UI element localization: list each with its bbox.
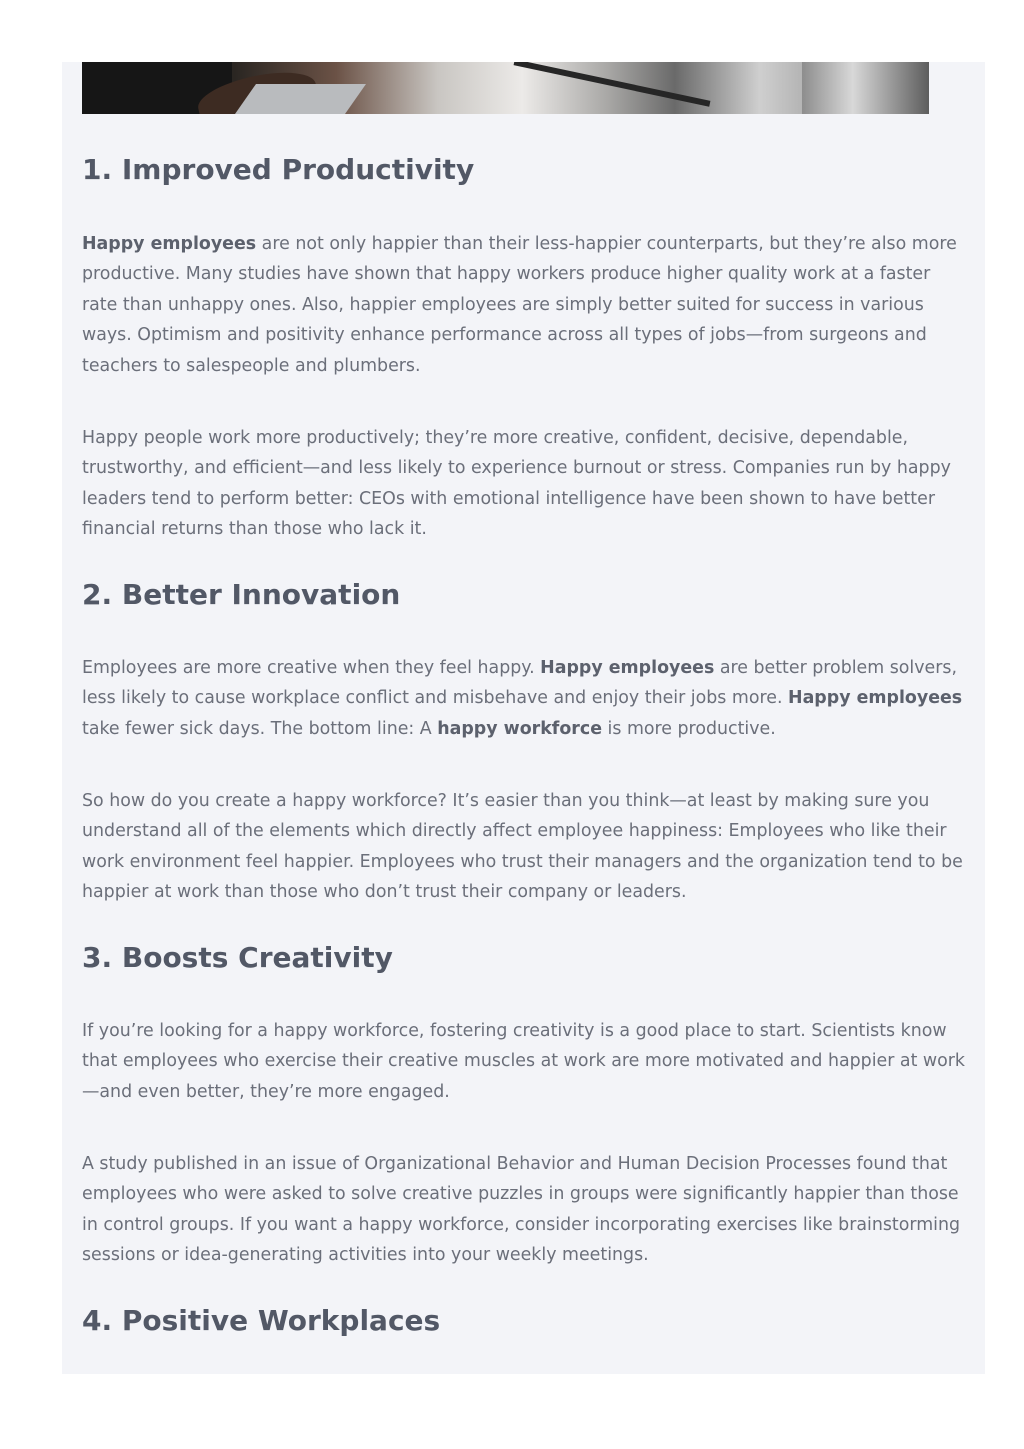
paragraph-text: is more productive. bbox=[602, 718, 776, 739]
bold-text: happy workforce bbox=[437, 718, 602, 739]
bold-text: Happy employees bbox=[540, 658, 715, 678]
paragraph bbox=[82, 229, 966, 381]
article-card bbox=[62, 62, 985, 1374]
hero-image bbox=[82, 62, 929, 114]
section-heading: 3. Boosts Creativity bbox=[82, 941, 393, 974]
paragraph-text: are better problem solvers, less likely to cause workplace conflict and misbehave and enjoy their jobs more. bbox=[82, 658, 957, 709]
paragraph bbox=[82, 1016, 966, 1107]
paragraph bbox=[82, 1149, 966, 1271]
bold-text: Happy employees bbox=[788, 688, 963, 709]
paragraph-text: Happy people work more productively; they’re more creative, confident, decisive, dependable, trustworthy, and efficient—and less likely to experience burnout or stress. Companies run by happy leaders tend to perform better: CEOs with emotional intelligence have been shown to have better financial returns than those who lack it. bbox=[82, 428, 951, 540]
paragraph-text: are not only happier than their less-happier counterparts, but they’re also more productive. Many studies have shown that happy workers produce higher quality work at a faster rate than unhappy ones. Also, happier employees are simply better suited for success in various ways. Optimism and positivity enhance performance across all types of jobs—from surgeons and teachers to salespeople and plumbers. bbox=[82, 234, 957, 376]
bold-text: Happy employees bbox=[82, 234, 257, 254]
paragraph-text: take fewer sick days. The bottom line: A bbox=[82, 718, 438, 739]
paragraph bbox=[82, 786, 966, 908]
section-heading: 1. Improved Productivity bbox=[82, 153, 475, 186]
paragraph-text: A study published in an issue of Organizational Behavior and Human Decision Processes found that employees who were asked to solve creative puzzles in groups were significantly happier than those in control groups. If you want a happy workforce, consider incorporating exercises like brainstorming sessions or idea-generating activities into your weekly meetings. bbox=[82, 1154, 961, 1266]
paragraph-text: If you’re looking for a happy workforce, fostering creativity is a good place to start. Scientists know that employees who exercise their creative muscles at work are more motivated and happier at work—and even better, they’re more engaged. bbox=[82, 1021, 965, 1102]
paragraph-text: Employees are more creative when they feel happy. bbox=[82, 658, 541, 678]
hero-image-sleeve bbox=[802, 62, 929, 114]
paragraph bbox=[82, 653, 966, 744]
paragraph bbox=[82, 423, 966, 545]
paragraph-text: So how do you create a happy workforce? It’s easier than you think—at least by making sure you understand all of the elements which directly affect employee happiness: Employees who like their work environment feel happier. Employees who trust their managers and the organization tend to be happier at work than those who don’t trust their company or leaders. bbox=[82, 791, 963, 903]
hero-image-pen bbox=[514, 62, 711, 107]
section-heading: 4. Positive Workplaces bbox=[82, 1304, 441, 1337]
section-heading: 2. Better Innovation bbox=[82, 578, 401, 611]
